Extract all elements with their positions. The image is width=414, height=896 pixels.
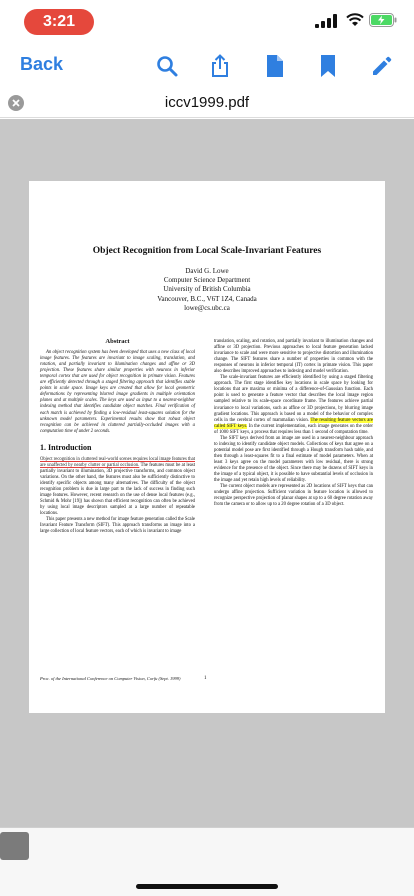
status-bar [0,0,414,44]
right-paragraph-4: The current object models are represented as 2D locations of SIFT keys that can undergo affine projection. Sufficient variation in feature location is allowed to recognize perspective projection of planar shapes at up to a 60 degree rotation away from the camera or to allow up to a 20 degree rotation of a 3D object. [214,484,373,508]
author-department: Computer Science Department [163,276,251,285]
author-block [29,267,385,313]
wifi-icon [346,13,364,27]
bottom-bar [0,827,414,896]
back-button[interactable]: Back [20,54,64,74]
author-university: University of British Columbia [163,285,251,294]
search-icon[interactable] [155,54,179,78]
author-email: lowe@cs.ubc.ca [184,303,230,312]
document-viewer[interactable] [0,119,414,827]
pdf-page[interactable] [29,181,385,713]
page-number: 1 [204,676,207,681]
edit-pencil-icon[interactable] [370,54,394,78]
home-indicator[interactable] [136,884,278,889]
right-paragraph-3: The SIFT keys derived from an image are used in a nearest-neighbour approach to indexing to identify candidate object models. Collections of keys that agree on a potential model pose are first identified through a Hough transform hash table, and then through a least-squares fit to a final estimate of model parameters. When at least 3 keys agree on the model parameters with low residual, there is strong evidence for the presence of the object. Since there may be dozens of SIFT keys in the image of a typical object, it is possible to have substantial levels of occlusion in the image and yet retain high levels of reliability. [214,435,373,484]
section-heading-introduction: 1. Introduction [40,442,92,452]
file-title-bar [0,88,414,118]
right-paragraph-2-tail: In the current implementation, each image generates on the order of 1000 SIFT keys, a process that requires less than 1 second of computation time. [214,423,373,435]
author-address: Vancouver, B.C., V6T 1Z4, Canada [157,294,257,303]
author-name: David G. Lowe [185,267,229,275]
abstract-text: An object recognition system has been developed that uses a new class of local image features. The features are invariant to image scaling, translation, and rotation, and partially invariant to illumination changes and affine or 3D projection. These features share similar properties with neurons in inferior temporal cortex that are used for object recognition in primate vision. Features are efficiently detected through a staged filtering approach that identifies stable points in scale space. Image keys are created that allow for local geometric deformations by representing blurred image gradients in multiple orientation planes and at multiple scales. The keys are used as input to a nearest-neighbor indexing method that identifies candidate object matches. Final verification of each match is achieved by finding a low-residual least-squares solution for the unknown model parameters. Experimental results show that robust object recognition can be achieved in cluttered partially-occluded images with a computation time of under 2 seconds. [40,350,195,434]
battery-charging-icon [369,13,397,27]
page-thumbnail[interactable] [0,832,29,860]
right-paragraph-1: translation, scaling, and rotation, and partially invariant to illumination changes and affine or 3D projection. Previous approaches to local feature generation lacked invariance to scale and were more sensitive to projective distortion and illumination change. The SIFT features share a number of properties in common with the responses of neurons in inferior temporal (IT) cortex in primate vision. This paper also describes improved approaches to indexing and model verification. [214,339,373,375]
intro-paragraph [40,457,195,517]
right-paragraph-2 [214,375,373,435]
cellular-signal-icon [315,14,337,28]
time-pill[interactable] [24,9,94,35]
left-column [40,339,195,535]
share-icon[interactable] [208,54,232,78]
file-name: iccv1999.pdf [164,94,250,111]
intro-text: The features must be at least partially invariant to illumination, 3D projective transforms, and common object variations. On the other hand, the features must also be sufficiently distinctive to identify specific objects among many alternatives. The difficulty of the object recognition problem is due in large part to the lack of success in finding such image features. However, recent research on the use of dense local features (e.g., Schmid & Mohr [19]) has shown that efficient recognition can often be achieved by using local image descriptors sampled at a large number of repeatable locations. [40,462,195,517]
highlight-annotation[interactable]: The resulting feature vectors are called SIFT keys. [214,417,373,429]
intro-paragraph-2: This paper presents a new method for image feature generation called the Scale Invariant Feature Transform (SIFT). This approach transforms an image into a large collection of local feature vectors, each of which is invariant to image [40,517,195,535]
right-column [214,339,373,508]
document-icon[interactable] [263,54,287,78]
bookmark-icon[interactable] [316,54,340,78]
paper-title: Object Recognition from Local Scale-Invariant Features [92,246,322,256]
abstract-heading: Abstract [105,338,130,345]
right-paragraph-2-text: The scale-invariant features are efficiently identified by using a staged filtering approach. The first stage identifies key locations in scale space by looking for locations that are maxima or minima of a difference-of-Gaussian function. Each point is used to generate a feature vector that describes the local image region sampled relative to its scale-space coordinate frame. The features achieve partial invariance to local variations, such as affine or 3D projections, by blurring image gradient locations. This approach is based on a model of the behavior of complex cells in the cerebral cortex of mammalian vision. [214,375,373,423]
toolbar [0,44,414,88]
footnote: Proc. of the International Conference on Computer Vision, Corfu (Sept. 1999) [40,676,181,681]
underline-annotation[interactable]: Object recognition in cluttered real-world scenes requires local image features that are unaffected by nearby clutter or partial occlusion. [40,456,195,468]
clock: 3:21 [42,13,76,30]
